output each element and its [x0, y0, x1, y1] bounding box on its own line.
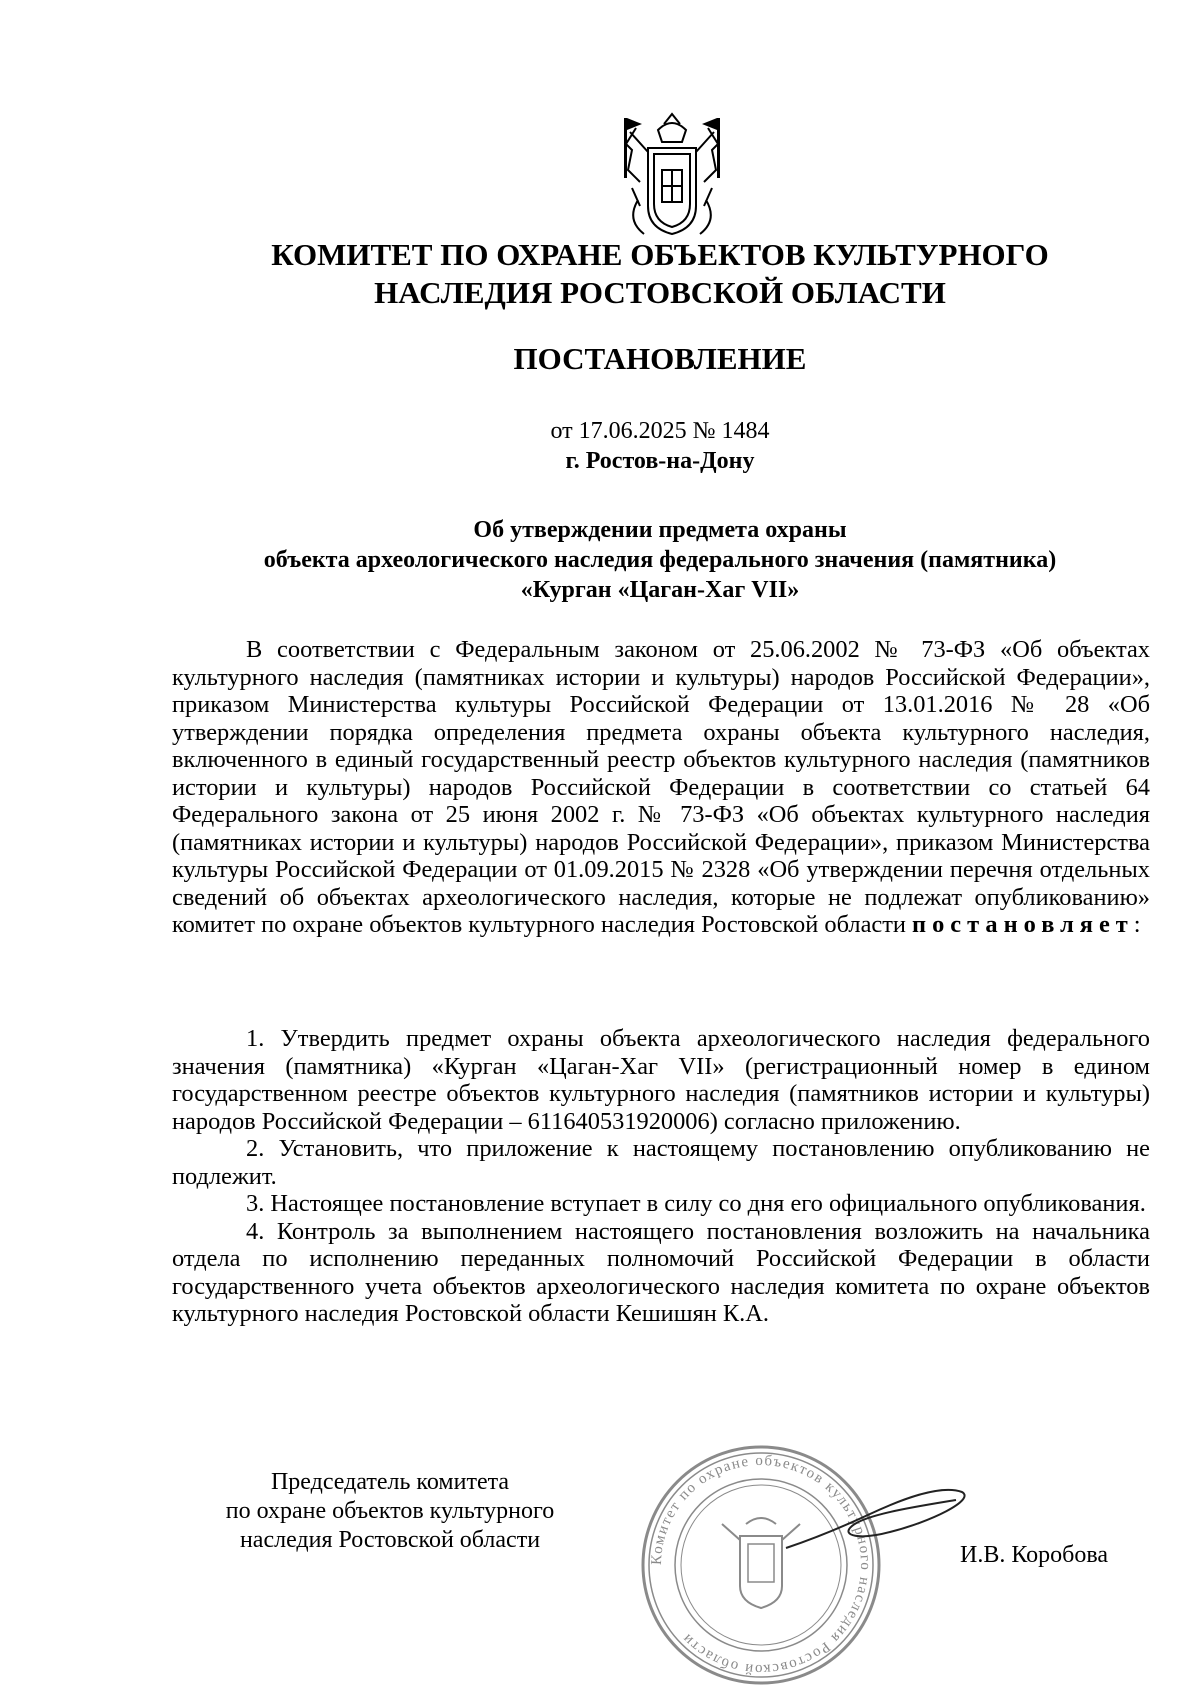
signatory-position: Председатель комитета по охране объектов культурного наследия Ростовской области	[225, 1469, 555, 1553]
decree-point: 1. Утвердить предмет охраны объекта археологического наследия федерального значения (памятника) «Курган «Цаган-Хаг VII» (регистрационный номер в едином государственном реестре объектов культурного наследия (памятников истории и культуры) народов Российской Федерации – 611640531920006) согласно приложению.	[172, 1025, 1150, 1135]
decree-points	[172, 1025, 1150, 1328]
document-type: ПОСТАНОВЛЕНИЕ	[513, 341, 807, 376]
signatory-name: И.В. Коробова	[960, 1542, 1109, 1568]
decree-point: 2. Установить, что приложение к настоящему постановлению опубликованию не подлежит.	[172, 1135, 1150, 1190]
decree-word: постановляет	[912, 911, 1134, 938]
decree-point: 3. Настоящее постановление вступает в силу со дня его официального опубликования.	[246, 1190, 1146, 1217]
preamble-text: В соответствии с Федеральным законом от 25.06.2002 № 73-ФЗ «Об объектах культурного наследия (памятниках истории и культуры) народов Российской Федерации», приказом Министерства культуры Российской Федерации от 13.01.2016 № 28 «Об утверждении порядка определения предмета охраны объекта культурного наследия, включенного в единый государственный реестр объектов культурного наследия (памятников истории и культуры) народов Российской Федерации в соответствии со статьей 64 Федерального закона от 25 июня 2002 г. № 73-ФЗ «Об объектах культурного наследия (памятниках истории и культуры) народов Российской Федерации», приказом Министерства культуры Российской Федерации от 01.09.2015 № 2328 «Об утверждении перечня отдельных сведений об объектах археологического наследия, которые не подлежат опубликованию» комитет по охране объектов культурного наследия Ростовской области	[172, 636, 1150, 938]
coat-of-arms-icon	[618, 110, 726, 244]
city: г. Ростов-на-Дону	[565, 448, 755, 474]
date-number: от 17.06.2025 № 1484	[550, 418, 770, 444]
document-subject: Об утверждении предмета охраны объекта археологического наследия федерального значения (памятника) «Курган «Цаган-Хаг VII»	[263, 517, 1057, 603]
decree-point: 4. Контроль за выполнением настоящего постановления возложить на начальника отдела по исполнению переданных полномочий Российской Федерации в области государственного учета объектов археологического наследия комитета по охране объектов культурного наследия Ростовской области Кешишян К.А.	[172, 1217, 1150, 1327]
preamble-end: :	[1133, 911, 1141, 938]
seal-text: Комитет по охране объектов культурного наследия Ростовской области	[648, 1452, 874, 1678]
preamble-paragraph	[172, 636, 1150, 939]
handwritten-signature-icon	[780, 1470, 970, 1560]
organization-title: КОМИТЕТ ПО ОХРАНЕ ОБЪЕКТОВ КУЛЬТУРНОГО НАСЛЕДИЯ РОСТОВСКОЙ ОБЛАСТИ	[271, 237, 1049, 310]
